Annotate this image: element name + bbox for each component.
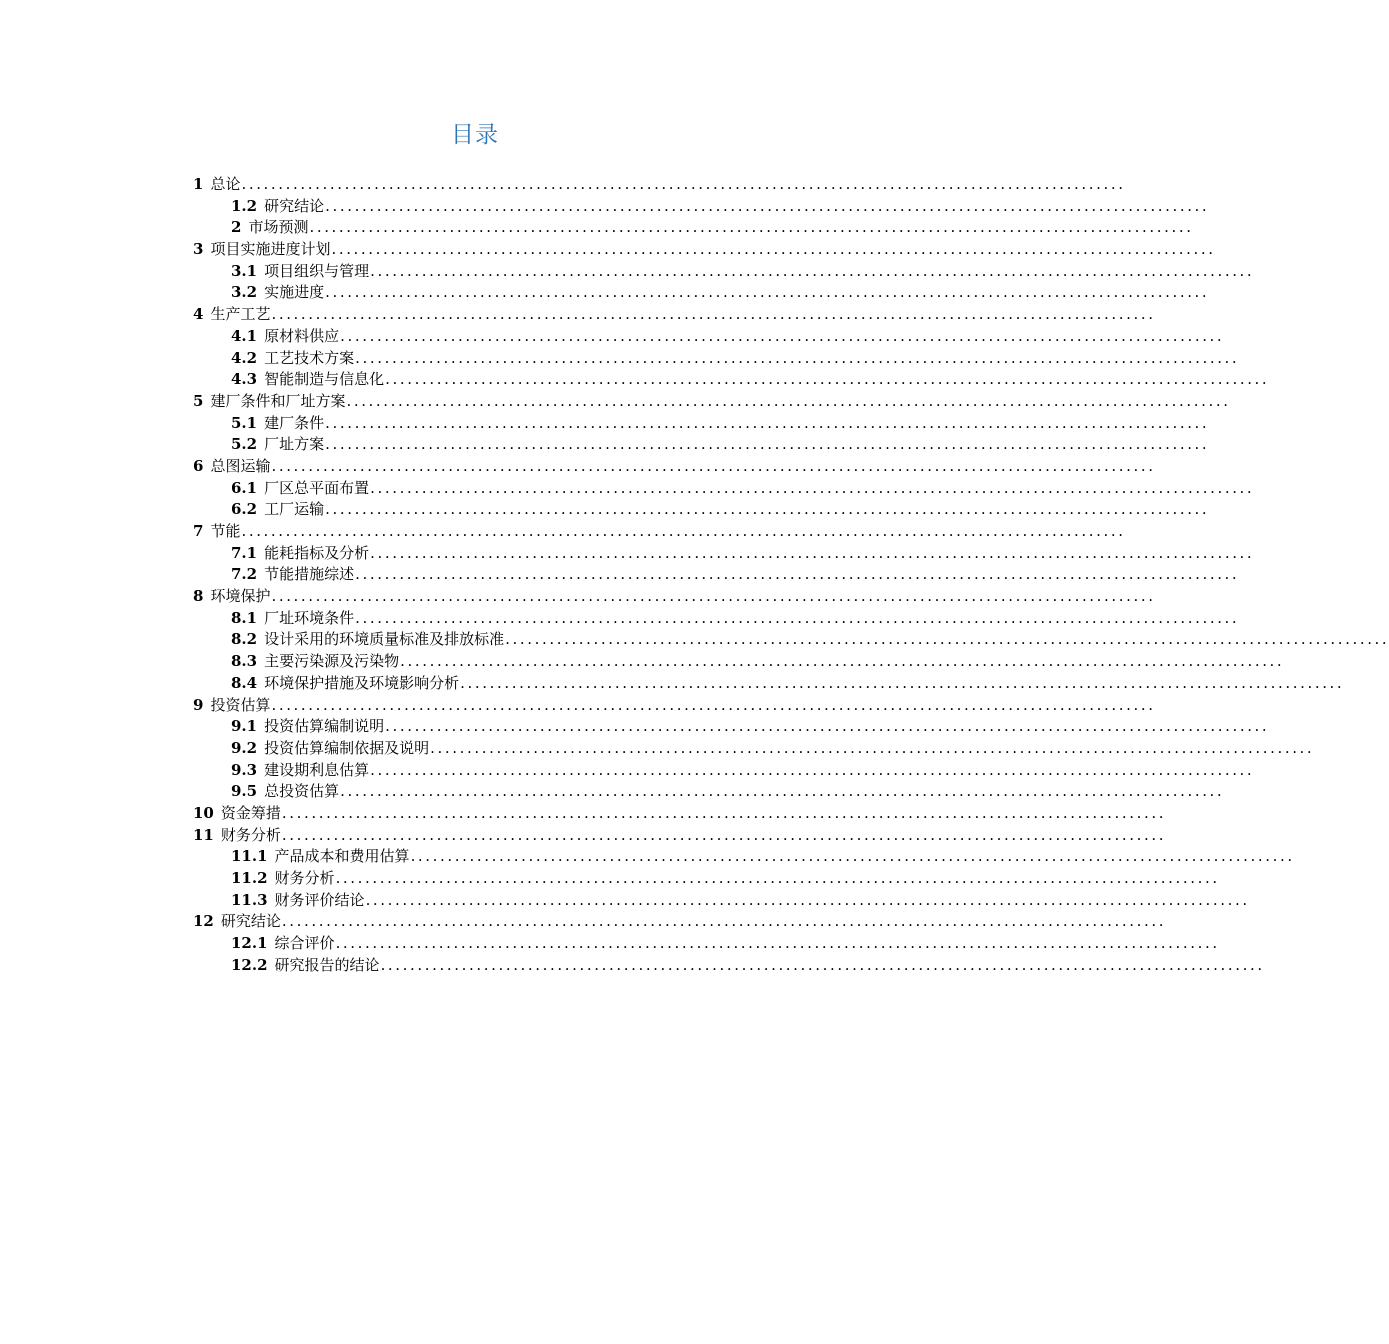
toc-dot-leader: ........................................................................................................................ <box>271 587 1156 606</box>
toc-entry-title: 建厂条件 <box>264 413 325 432</box>
toc-entry-number: 11.3 <box>231 890 268 909</box>
toc-entry-title: 建设期利息估算 <box>264 760 370 779</box>
toc-dot-leader: ........................................................................................................................ <box>370 478 1255 497</box>
toc-dot-leader: ........................................................................................................................ <box>460 673 1345 692</box>
toc-entry-number: 9 <box>193 695 204 714</box>
toc-entry-number: 12.2 <box>231 955 268 974</box>
toc-entry-number: 10 <box>193 803 214 822</box>
toc-entry-section[interactable] <box>193 326 1225 348</box>
toc-dot-leader: ........................................................................................................................ <box>309 218 1194 237</box>
toc-entry-chapter[interactable] <box>193 174 1126 196</box>
toc-entry-title: 实施进度 <box>264 283 325 302</box>
toc-entry-title: 资金筹措 <box>220 803 281 822</box>
toc-dot-leader: ........................................................................................................................ <box>271 695 1156 714</box>
toc-entry-section[interactable] <box>193 348 1240 370</box>
toc-dot-leader: ........................................................................................................................ <box>325 435 1210 454</box>
toc-entry-title: 原材料供应 <box>264 326 340 345</box>
toc-entry-number: 9.2 <box>231 738 258 757</box>
toc-entry-section[interactable] <box>193 760 1255 782</box>
toc-entry-number: 6.1 <box>231 478 258 497</box>
toc-dot-leader: ........................................................................................................................ <box>335 869 1220 887</box>
toc-entry-number: 7 <box>193 522 204 540</box>
toc-entry-title: 能耗指标及分析 <box>264 543 370 562</box>
toc-entry-section[interactable] <box>193 629 1389 651</box>
toc-entry-section[interactable] <box>193 564 1240 586</box>
toc-entry-section[interactable] <box>193 955 1265 977</box>
toc-entry-number: 4.1 <box>231 326 258 345</box>
toc-entry-title: 厂区总平面布置 <box>264 478 370 497</box>
toc-entry-number: 5.2 <box>231 435 258 454</box>
toc-dot-leader: ........................................................................................................................ <box>355 348 1240 367</box>
toc-entry-title: 厂址方案 <box>264 435 325 454</box>
toc-dot-leader: ........................................................................................................................ <box>370 760 1255 779</box>
toc-dot-leader: ........................................................................................................................ <box>346 391 1231 410</box>
toc-entry-number: 12.1 <box>231 934 268 953</box>
toc-entry-section[interactable] <box>193 868 1220 890</box>
toc-dot-leader: ........................................................................................................................ <box>410 847 1295 866</box>
toc-entry-chapter[interactable] <box>193 304 1156 326</box>
toc-entry-title: 投资估算 <box>210 695 271 714</box>
toc-entry-section[interactable] <box>193 196 1210 218</box>
toc-entry-number: 9.1 <box>231 717 258 736</box>
toc-entry-number: 8.2 <box>231 630 258 649</box>
toc-entry-title: 市场预测 <box>248 218 309 237</box>
toc-dot-leader: ........................................................................................................................ <box>271 456 1156 475</box>
toc-entry-number: 8.4 <box>231 673 258 692</box>
toc-entry-number: 7.1 <box>231 543 258 562</box>
toc-entry-number: 6.2 <box>231 500 258 519</box>
toc-entry-section[interactable] <box>193 217 1194 239</box>
toc-entry-number: 3.1 <box>231 261 258 280</box>
toc-title: 目录 <box>451 122 499 148</box>
toc-entry-title: 投资估算编制依据及说明 <box>264 738 430 757</box>
toc-entry-number: 4 <box>193 305 204 324</box>
toc-entry-title: 研究报告的结论 <box>274 955 380 974</box>
toc-dot-leader: ........................................................................................................................ <box>241 175 1126 193</box>
toc-dot-leader: ........................................................................................................................ <box>325 500 1210 519</box>
toc-entry-title: 总论 <box>210 175 241 193</box>
toc-entry-title: 主要污染源及污染物 <box>264 652 400 671</box>
toc-entry-section[interactable] <box>193 716 1270 738</box>
toc-dot-leader: ........................................................................................................................ <box>281 825 1167 844</box>
toc-entry-number: 4.2 <box>231 348 258 367</box>
toc-dot-leader: ........................................................................................................................ <box>281 912 1167 931</box>
toc-dot-leader: ........................................................................................................................ <box>365 890 1250 909</box>
toc-entry-section[interactable] <box>193 478 1255 500</box>
toc-entry-title: 研究结论 <box>264 196 325 215</box>
toc-dot-leader: ........................................................................................................................ <box>241 522 1126 540</box>
toc-dot-leader: ........................................................................................................................ <box>400 652 1285 671</box>
toc-entry-title: 财务分析 <box>220 825 281 844</box>
toc-entry-title: 研究结论 <box>220 912 281 931</box>
toc-entry-title: 总图运输 <box>210 456 271 475</box>
toc-dot-leader: ........................................................................................................................ <box>325 196 1210 215</box>
toc-entry-number: 5.1 <box>231 413 258 432</box>
toc-dot-leader: ........................................................................................................................ <box>370 543 1255 562</box>
toc-dot-leader: ........................................................................................................................ <box>380 955 1265 974</box>
toc-dot-leader: ........................................................................................................................ <box>370 261 1255 280</box>
toc-entry-number: 2 <box>231 218 242 237</box>
toc-entry-title: 节能 <box>210 522 241 540</box>
toc-entry-title: 综合评价 <box>274 934 335 953</box>
toc-dot-leader: ........................................................................................................................ <box>340 326 1225 345</box>
toc-entry-number: 4.3 <box>231 370 258 389</box>
toc-entry-number: 9.5 <box>231 782 258 801</box>
toc-entry-section[interactable] <box>193 543 1255 565</box>
toc-dot-leader: ........................................................................................................................ <box>340 782 1225 801</box>
toc-entry-number: 8.1 <box>231 608 258 627</box>
toc-dot-leader: ........................................................................................................................ <box>385 717 1270 736</box>
toc-dot-leader: ........................................................................................................................ <box>355 565 1240 584</box>
toc-entry-number: 8.3 <box>231 652 258 671</box>
toc-dot-leader: ........................................................................................................................ <box>430 738 1315 757</box>
toc-entry-title: 建厂条件和厂址方案 <box>210 391 346 410</box>
toc-dot-leader: ........................................................................................................................ <box>325 283 1210 302</box>
toc-entry-title: 设计采用的环境质量标准及排放标准 <box>264 630 505 649</box>
toc-entry-chapter[interactable] <box>193 586 1156 608</box>
toc-dot-leader: ........................................................................................................................ <box>355 608 1240 627</box>
toc-dot-leader: ........................................................................................................................ <box>281 803 1167 822</box>
toc-entry-chapter[interactable] <box>193 825 1167 847</box>
toc-entry-chapter[interactable] <box>193 803 1167 825</box>
toc-entry-number: 1.2 <box>231 196 258 215</box>
toc-dot-leader: ........................................................................................................................ <box>271 305 1156 324</box>
toc-dot-leader: ........................................................................................................................ <box>331 240 1216 259</box>
toc-entry-chapter[interactable] <box>193 521 1126 543</box>
toc-entry-section[interactable] <box>193 413 1210 435</box>
toc-entry-section[interactable] <box>193 282 1210 304</box>
toc-dot-leader: ........................................................................................................................ <box>505 630 1389 649</box>
toc-entry-title: 生产工艺 <box>210 305 271 324</box>
toc-entry-section[interactable] <box>193 846 1295 868</box>
toc-entry-section[interactable] <box>193 890 1250 912</box>
toc-entry-title: 财务评价结论 <box>274 890 365 909</box>
toc-entry-number: 3 <box>193 240 204 259</box>
toc-entry-title: 厂址环境条件 <box>264 608 355 627</box>
toc-entry-number: 12 <box>193 912 214 931</box>
toc-entry-title: 工艺技术方案 <box>264 348 355 367</box>
toc-entry-number: 7.2 <box>231 565 258 584</box>
toc-entry-section[interactable] <box>193 781 1225 803</box>
toc-dot-leader: ........................................................................................................................ <box>335 934 1220 953</box>
toc-entry-section[interactable] <box>193 608 1240 630</box>
toc-entry-section[interactable] <box>193 738 1315 760</box>
toc-entry-number: 11.1 <box>231 847 268 866</box>
toc-entry-number: 1 <box>193 175 204 193</box>
toc-entry-number: 9.3 <box>231 760 258 779</box>
toc-entry-title: 环境保护措施及环境影响分析 <box>264 673 460 692</box>
toc-dot-leader: ........................................................................................................................ <box>325 413 1210 432</box>
toc-entry-section[interactable] <box>193 651 1285 673</box>
toc-entry-title: 总投资估算 <box>264 782 340 801</box>
toc-entry-title: 工厂运输 <box>264 500 325 519</box>
toc-entry-section[interactable] <box>193 261 1255 283</box>
toc-entry-title: 节能措施综述 <box>264 565 355 584</box>
toc-entry-chapter[interactable] <box>193 695 1156 717</box>
toc-entry-title: 产品成本和费用估算 <box>274 847 410 866</box>
toc-entry-title: 智能制造与信息化 <box>264 370 385 389</box>
toc-entry-chapter[interactable] <box>193 391 1231 413</box>
toc-entry-title: 项目组织与管理 <box>264 261 370 280</box>
toc-entry-section[interactable] <box>193 499 1210 521</box>
toc-entry-number: 11.2 <box>231 869 268 887</box>
toc-entry-title: 环境保护 <box>210 587 271 606</box>
toc-entry-section[interactable] <box>193 369 1270 391</box>
toc-entry-title: 项目实施进度计划 <box>210 240 331 259</box>
toc-entry-section[interactable] <box>193 673 1345 695</box>
toc-entry-section[interactable] <box>193 434 1210 456</box>
toc-entry-section[interactable] <box>193 933 1220 955</box>
toc-dot-leader: ........................................................................................................................ <box>385 370 1270 389</box>
toc-entry-number: 11 <box>193 825 214 844</box>
toc-entry-number: 5 <box>193 391 204 410</box>
toc-entry-title: 投资估算编制说明 <box>264 717 385 736</box>
toc-entry-number: 3.2 <box>231 283 258 302</box>
toc-entry-number: 8 <box>193 587 204 606</box>
toc-entry-number: 6 <box>193 456 204 475</box>
toc-entry-chapter[interactable] <box>193 911 1167 933</box>
toc-entry-title: 财务分析 <box>274 869 335 887</box>
toc-list <box>193 174 1389 976</box>
toc-entry-chapter[interactable] <box>193 456 1156 478</box>
toc-entry-chapter[interactable] <box>193 239 1216 261</box>
